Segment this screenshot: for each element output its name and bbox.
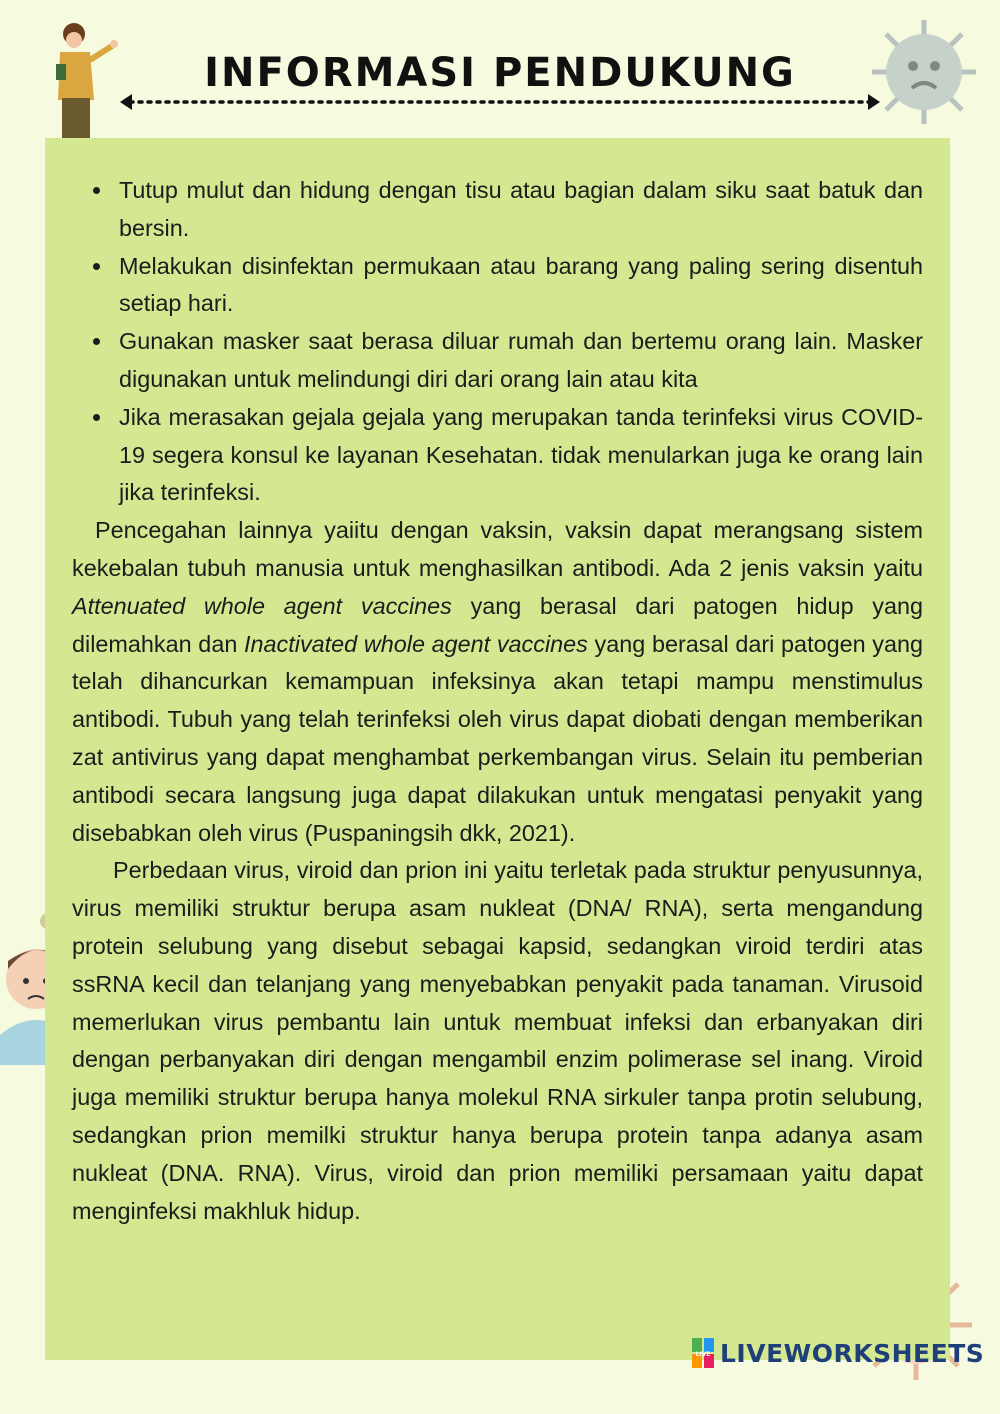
paragraph-differences: Perbedaan virus, viroid dan prion ini yaitu terletak pada struktur penyusunnya, virus memiliki struktur berupa asam nukleat (DNA/ RNA), serta mengandung protein selubung yang disebut sebagai kapsid, sedangkan viroid terdiri atas ssRNA kecil dan telanjang yang menyebabkan penyakit pada tanaman. Virusoid memerlukan virus pembantu lain untuk membuat infeksi dan erbanyakan diri dengan perbanyakan diri dengan mengambil enzim polimerase sel inang. Viroid juga memiliki struktur berupa hanya molekul RNA sirkuler tanpa protin selubung, sedangkan prion memilki struktur hanya berupa protein tanpa adanya asam nukleat (DNA. RNA). Virus, viroid dan prion memiliki persamaan yaitu dapat menginfeksi makhluk hidup. [72, 857, 923, 1224]
list-item: Melakukan disinfektan permukaan atau barang yang paling sering disentuh setiap hari. [72, 248, 923, 324]
paragraph-text: Pencegahan lainnya yaiitu dengan vaksin, vaksin dapat merangsang sistem kekebalan tubuh manusia untuk menghasilkan antibodi. Ada 2 jenis vaksin yaitu [72, 517, 923, 581]
italic-term: Inactivated whole agent vaccines [244, 630, 588, 657]
logo-badge-icon [692, 1338, 714, 1368]
paragraph-text: yang berasal dari patogen yang telah dihancurkan kemampuan infeksinya akan tetapi mampu menstimulus antibodi. Tubuh yang telah terinfeksi oleh virus dapat diobati dengan memberikan zat antivirus yang dapat menghambat perkembangan virus. Selain itu pemberian antibodi secara langsung juga dapat dilakukan untuk mengatasi penyakit yang disebabkan oleh virus (Puspaningsih dkk, 2021). [72, 630, 924, 846]
logo-badge-text: LIVE [695, 1351, 711, 1358]
list-item: Tutup mulut dan hidung dengan tisu atau bagian dalam siku saat batuk dan bersin. [72, 172, 923, 248]
italic-term: Attenuated whole agent vaccines [72, 592, 452, 619]
prevention-list [72, 172, 923, 512]
list-item: Gunakan masker saat berasa diluar rumah dan bertemu orang lain. Masker digunakan untuk melindungi diri dari orang lain atau kita [72, 323, 923, 399]
list-item: Jika merasakan gejala gejala yang merupakan tanda terinfeksi virus COVID-19 segera konsul ke layanan Kesehatan. tidak menularkan juga ke orang lain jika terinfeksi. [72, 399, 923, 512]
paragraph-vaccine [72, 512, 923, 852]
dotted-arrow-divider [120, 92, 880, 112]
paragraph-text: yang berasal dari patogen hidup yang dilemahkan dan [72, 592, 923, 657]
logo-text: LIVEWORKSHEETS [720, 1338, 985, 1368]
content-body [72, 172, 923, 1230]
page-title: INFORMASI PENDUKUNG [204, 50, 796, 96]
liveworksheets-logo[interactable] [692, 1336, 984, 1370]
